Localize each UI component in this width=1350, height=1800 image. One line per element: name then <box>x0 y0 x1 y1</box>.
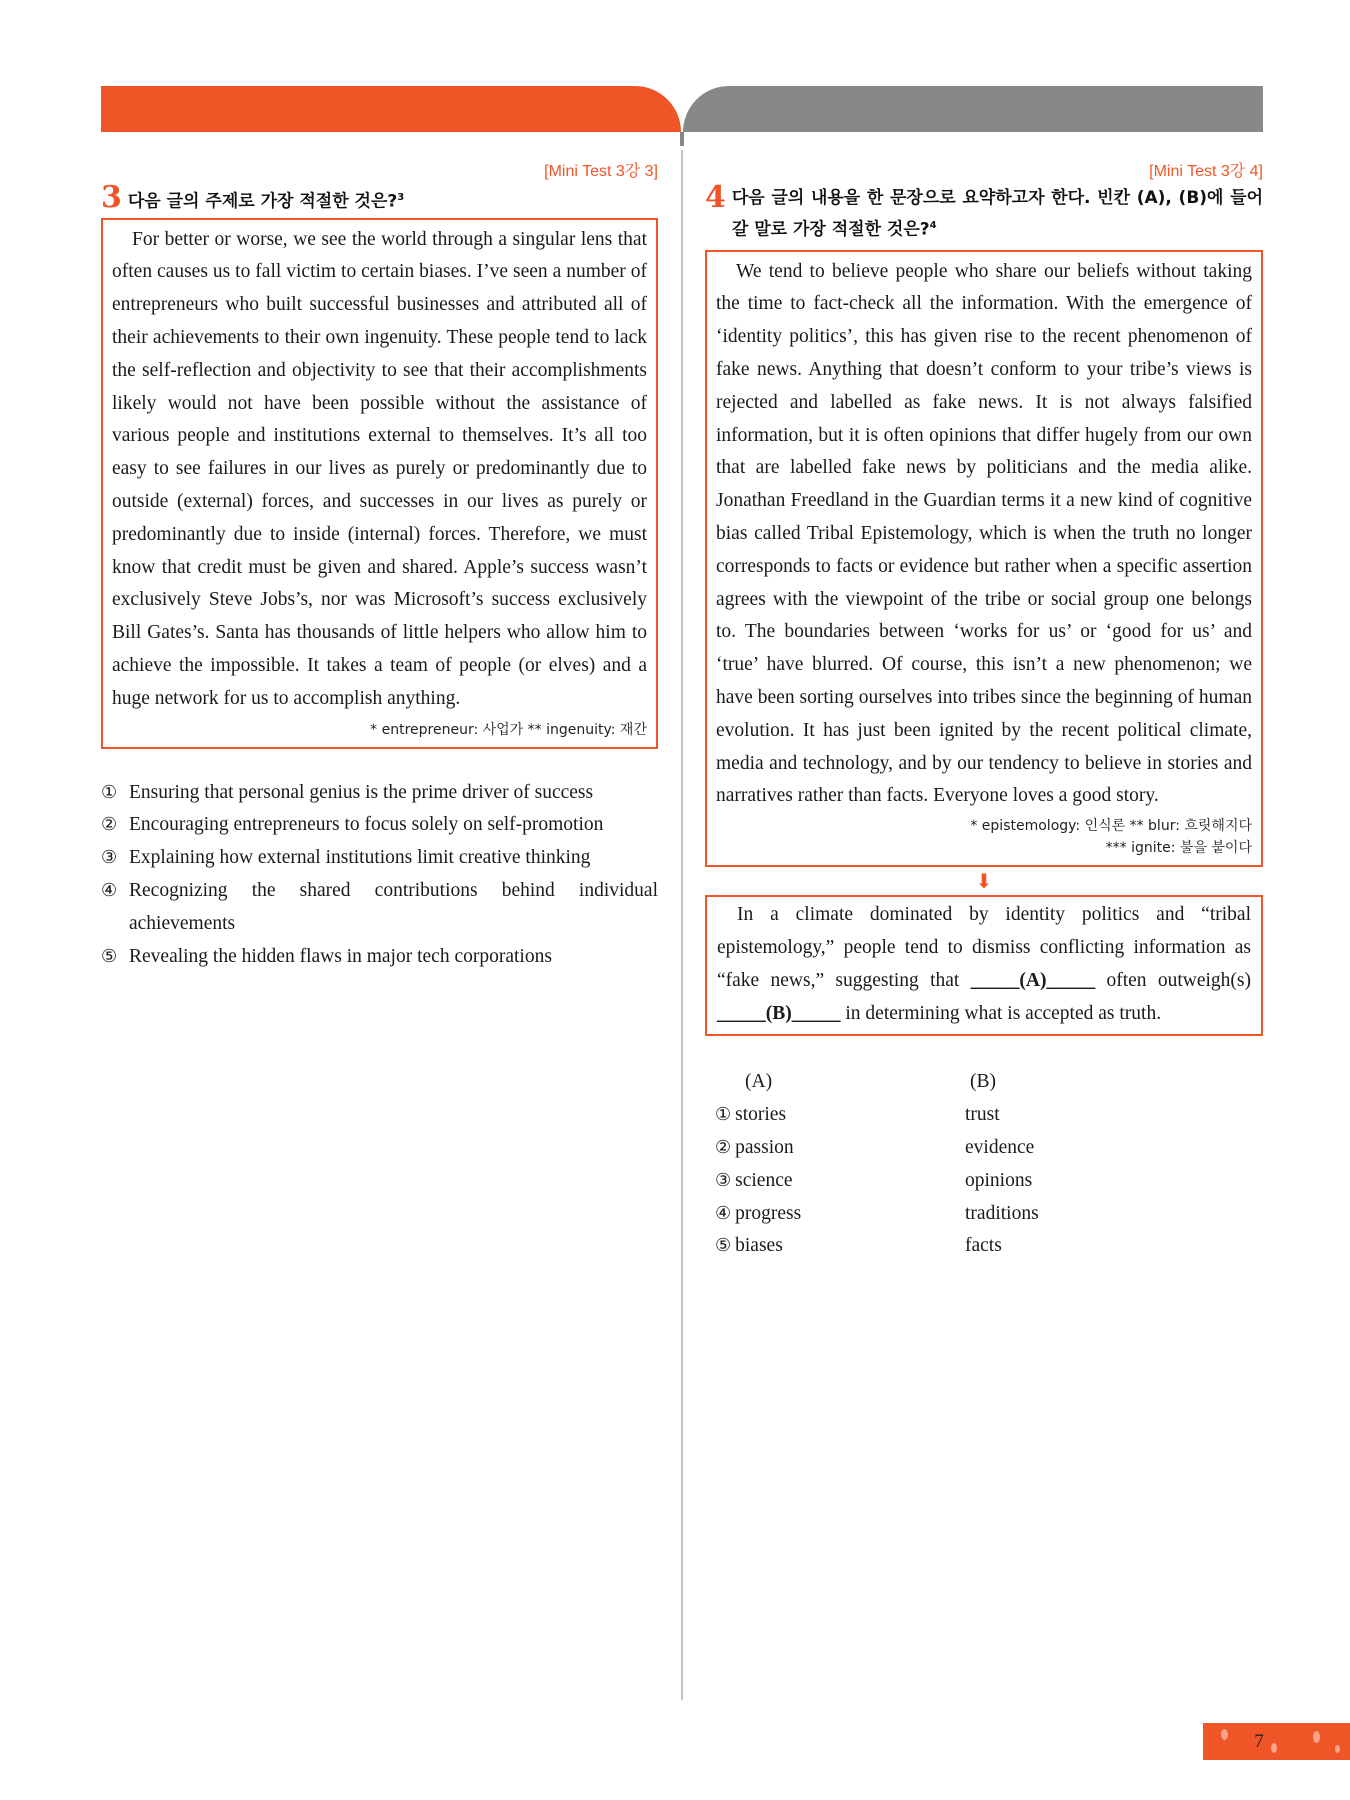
choice-text: Explaining how external institutions limit creative thinking <box>129 847 591 869</box>
answer-choice[interactable] <box>101 875 658 941</box>
source-label: [Mini Test 3강 4] <box>1149 163 1263 180</box>
passage-box <box>705 250 1263 868</box>
passage-text: For better or worse, we see the world through a singular lens that often causes us to fall victim to certain biases. I’ve seen a number of entrepreneurs who built successful businesses and attributed all of their achievements to their own ingenuity. These people tend to lack the self-reflection and objectivity to see that their accomplishments likely would not have been possible without the assistance of various people and institutions external to themselves. It’s all too easy to see failures in our lives as purely or predominantly due to outside (external) forces, and successes in our lives as purely or predominantly due to inside (internal) forces. Therefore, we must know that credit must be given and shared. Apple’s success wasn’t exclusively Steve Jobs’s, nor was Microsoft’s success exclusively Bill Gates’s. Santa has thousands of little helpers who allow him to achieve the impossible. It takes a team of people (or elves) and a huge network for us to accomplish anything. <box>112 228 647 709</box>
header-band-notch <box>680 132 684 146</box>
page-number-badge <box>1203 1723 1350 1760</box>
answer-option[interactable] <box>715 1165 1263 1198</box>
answer-choice[interactable] <box>101 777 658 810</box>
option-number: ⑤ <box>715 1235 732 1257</box>
summary-part: often outweigh(s) <box>1095 969 1251 991</box>
footnote: * entrepreneur: 사업가 ** ingenuity: 재간 <box>370 721 647 738</box>
answer-choice[interactable] <box>101 842 658 875</box>
badge-decoration <box>1335 1745 1340 1753</box>
badge-decoration <box>1221 1729 1228 1740</box>
header-band-right <box>683 86 1263 132</box>
summary-text <box>717 899 1251 1030</box>
option-a: progress <box>735 1202 802 1224</box>
option-a: stories <box>735 1104 787 1126</box>
answer-option[interactable] <box>715 1198 1263 1231</box>
option-b: evidence <box>965 1136 1035 1158</box>
question-4-column <box>705 160 1263 1263</box>
column-divider <box>681 150 683 1700</box>
option-number: ④ <box>715 1202 732 1224</box>
summary-box <box>705 895 1263 1036</box>
passage-box <box>101 218 658 749</box>
choice-number: ③ <box>101 847 118 869</box>
question-mark: 4 <box>929 220 937 231</box>
question-header <box>705 180 1263 244</box>
column-a-header: (A) <box>745 1071 773 1093</box>
blank-a: _____(A)_____ <box>970 969 1096 991</box>
option-b: trust <box>965 1104 1000 1126</box>
column-b-header: (B) <box>970 1071 996 1093</box>
choice-number: ④ <box>101 880 118 901</box>
footnote: *** ignite: 불을 붙이다 <box>1105 840 1252 857</box>
choice-text: Recognizing the shared contributions behind individual achievements <box>129 880 658 934</box>
header-band-left <box>101 86 681 132</box>
answer-choices <box>101 777 658 974</box>
question-3-column <box>101 160 658 973</box>
option-number: ② <box>715 1136 732 1158</box>
option-a: biases <box>735 1235 783 1257</box>
choice-number: ② <box>101 814 118 836</box>
option-b: opinions <box>965 1169 1033 1191</box>
question-prompt <box>732 184 1263 244</box>
source-label: [Mini Test 3강 3] <box>544 163 658 180</box>
option-number: ③ <box>715 1169 732 1191</box>
question-text: 다음 글의 주제로 가장 적절한 것은? <box>127 191 398 212</box>
choice-text: Encouraging entrepreneurs to focus solely on self-promotion <box>129 814 604 836</box>
passage-text: We tend to believe people who share our beliefs without taking the time to fact-check all the information. With the emergence of ‘identity politics’, this has given rise to the recent phenomenon of fake news. Anything that doesn’t conform to your tribe’s views is rejected and labelled as fake news. It is not always falsified information, but it is often opinions that differ hugely from our own that are labelled fake news by politicians and the media alike. Jonathan Freedland in the Guardian terms it a new kind of cognitive bias called Tribal Epistemology, which is when the truth no longer corresponds to facts or evidence but rather when a specific assertion agrees with the viewpoint of the tribe or social group one belongs to. The boundaries between ‘works for us’ or ‘good for us’ and ‘true’ have blurred. Of course, this isn’t a new phenomenon; we have been sorting ourselves into tribes since the beginning of human evolution. It has just been ignited by the recent political climate, media and technology, and by our tendency to believe in stories and narratives rather than facts. Everyone loves a good story. <box>716 260 1252 807</box>
answer-option[interactable] <box>715 1132 1263 1165</box>
badge-decoration <box>1313 1731 1320 1743</box>
option-number: ① <box>715 1104 732 1126</box>
option-b: facts <box>965 1235 1002 1257</box>
answer-choice[interactable] <box>101 941 658 974</box>
question-header <box>101 180 658 216</box>
down-arrow-icon: ⬇ <box>975 869 993 894</box>
answer-option[interactable] <box>715 1230 1263 1263</box>
option-a: passion <box>735 1136 794 1158</box>
answer-choice[interactable] <box>101 809 658 842</box>
option-a: science <box>735 1169 793 1191</box>
footnote: * epistemology: 인식론 ** blur: 흐릿해지다 <box>970 818 1252 835</box>
choice-number: ⑤ <box>101 945 118 967</box>
blank-b: _____(B)_____ <box>717 1002 841 1024</box>
question-mark: 3 <box>397 192 405 203</box>
options-header <box>715 1066 1263 1099</box>
question-number: 3 <box>101 180 122 215</box>
choice-text: Revealing the hidden flaws in major tech corporations <box>129 945 552 967</box>
choice-number: ① <box>101 781 118 803</box>
question-text: 다음 글의 내용을 한 문장으로 요약하고자 한다. 빈칸 (A), (B)에 들어갈 말로 가장 적절한 것은? <box>731 188 1263 240</box>
answer-option[interactable] <box>715 1099 1263 1132</box>
question-number: 4 <box>705 180 726 215</box>
page-number: 7 <box>1254 1731 1264 1752</box>
question-prompt <box>128 184 658 216</box>
choice-text: Ensuring that personal genius is the prime driver of success <box>129 781 594 803</box>
answer-options <box>715 1066 1263 1263</box>
option-b: traditions <box>965 1202 1039 1224</box>
summary-part: In a climate dominated by identity politics and “tribal epistemology,” people tend to dismiss conflicting information as “fake news,” suggesting that <box>717 904 1251 991</box>
summary-part: in determining what is accepted as truth. <box>840 1002 1162 1024</box>
